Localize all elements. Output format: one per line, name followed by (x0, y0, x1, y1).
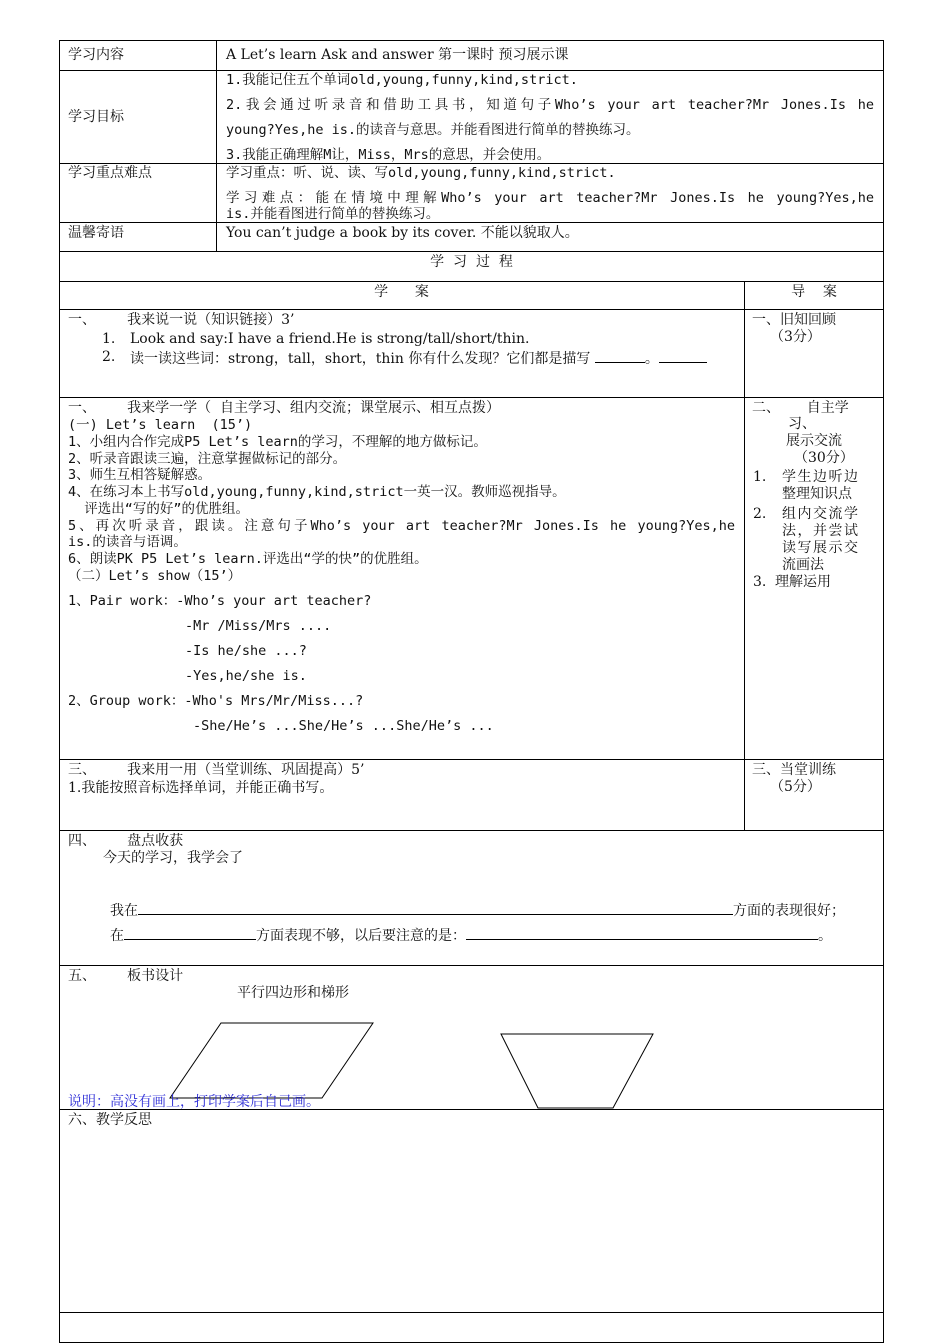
section2-line: 5、再次听录音，跟读。注意句子Who’s your art teacher?Mr Jones.Is he young?Yes,he (68, 518, 735, 534)
guide2-item-text: 整理知识点 (782, 486, 852, 502)
section4-line1: 今天的学习，我学会了 (103, 850, 243, 866)
goal-line-1: 1.我能记住五个单词old,young,funny,kind,strict. (226, 72, 578, 88)
section4-line2-end: 方面的表现很好； (733, 903, 845, 919)
section2-line: is.的读音与语调。 (68, 534, 187, 550)
tip-label: 温馨寄语 (68, 225, 124, 241)
guide2-item-num: 1. (753, 469, 767, 485)
pair-work-line-1: 1、Pair work：-Who’s your art teacher? (68, 593, 372, 609)
guide2-item-text: 理解运用 (775, 574, 831, 590)
section1-item1-num: 1. (102, 331, 116, 347)
section4-line3-start: 在 (110, 928, 124, 944)
section4-heading: 四、 盘点收获 (68, 833, 184, 849)
group-work-line-2: -She/He’s ...She/He’s ...She/He’s ... (193, 718, 494, 734)
section1-heading: 一、 我来说一说（知识链接）3’ (68, 312, 295, 328)
column-learning-plan: 学 案 (374, 284, 429, 300)
parallelogram-shape (170, 1023, 373, 1098)
section6-heading: 六、教学反思 (68, 1112, 152, 1128)
guide3-title: 三、当堂训练 (752, 762, 836, 778)
goal-label: 学习目标 (68, 109, 124, 125)
guide2-score: （30分） (794, 450, 854, 466)
goal-line-4: 3.我能正确理解M让，Miss，Mrs的意思，并会使用。 (226, 147, 551, 163)
section1-item2-text: 读一读这些词：strong，tall，short，thin 你有什么发现？它们都是描写 (130, 351, 591, 367)
section2-line: (一) Let’s learn (15’) (68, 417, 253, 433)
trapezoid-shape (501, 1034, 653, 1108)
section2-line: 2、听录音跟读三遍，注意掌握做标记的部分。 (68, 451, 347, 467)
key-label: 学习重点难点 (68, 165, 152, 181)
guide3-score: （5分） (770, 779, 821, 795)
pair-work-line-3: -Is he/she ...? (185, 643, 307, 659)
key-point-1: 学习重点：听、说、读、写old,young,funny,kind,strict. (226, 165, 616, 181)
key-point-2: 学习难点：能在情境中理解Who’s your art teacher?Mr Jones.Is he young?Yes,he (226, 190, 874, 206)
section3-heading: 三、 我来用一用（当堂训练、巩固提高）5’ (68, 762, 365, 778)
section3-line: 1.我能按照音标选择单词，并能正确书写。 (68, 780, 334, 796)
board-design-note: 说明：高没有画上，打印学案后自己画。 (68, 1094, 320, 1110)
section1-item2-num: 2. (102, 349, 116, 365)
group-work-line-1: 2、Group work：-Who's Mrs/Mr/Miss...? (68, 693, 364, 709)
guide2-item-text: 流画法 (782, 557, 824, 573)
guide1-title: 一、旧知回顾 (752, 312, 836, 328)
guide2-subtitle: 展示交流 (786, 433, 842, 449)
section2-line: （二）Let’s show（15’） (68, 568, 242, 584)
section4-line3-end: 。 (818, 928, 832, 944)
guide2-item-text: 学生边听边 (782, 469, 860, 485)
guide2-item-num: 3. (753, 574, 767, 590)
section2-heading: 一、 我来学一学（ 自主学习、组内交流；课堂展示、相互点拨） (68, 400, 501, 416)
section2-line: 4、在练习本上书写old,young,funny,kind,strict一英一汉。教师巡视指导。 (68, 484, 566, 500)
pair-work-line-2: -Mr /Miss/Mrs .... (185, 618, 332, 634)
section4-line2-start: 我在 (110, 903, 138, 919)
column-guide-plan: 导 案 (791, 284, 837, 300)
section2-line: 1、小组内合作完成P5 Let’s learn的学习，不理解的地方做标记。 (68, 434, 487, 450)
process-title: 学 习 过 程 (430, 254, 513, 270)
guide2-title: 二、 自主学 (752, 400, 849, 416)
key-point-3: is.并能看图进行简单的替换练习。 (226, 206, 440, 222)
section1-item2-end: 。 (644, 351, 659, 367)
guide2-item-num: 2. (753, 506, 767, 522)
section2-line: 6、朗读PK P5 Let’s learn.评选出“学的快”的优胜组。 (68, 551, 428, 567)
section2-line: 3、师生互相答疑解惑。 (68, 467, 212, 483)
guide2-item-text: 组内交流学 (782, 506, 860, 522)
guide2-item-text: 读写展示交 (782, 540, 860, 556)
section2-line: 评选出“写的好”的优胜组。 (68, 501, 250, 517)
content-label: 学习内容 (68, 47, 124, 63)
content-value: A Let’s learn Ask and answer 第一课时 预习展示课 (226, 47, 569, 63)
guide2-item-text: 法，并尝试 (782, 523, 860, 539)
goal-line-3: young?Yes,he is.的读音与意思。并能看图进行简单的替换练习。 (226, 122, 640, 138)
tip-value: You can’t judge a book by its cover. 不能以貌取人。 (226, 225, 579, 241)
section4-line3-mid: 方面表现不够，以后要注意的是： (256, 928, 466, 944)
guide2-title-cont: 习、 (788, 416, 816, 432)
section1-item1: Look and say:I have a friend.He is strong/tall/short/thin. (130, 331, 530, 347)
goal-line-2: 2.我会通过听录音和借助工具书，知道句子Who’s your art teacher?Mr Jones.Is he (226, 97, 874, 113)
pair-work-line-4: -Yes,he/she is. (185, 668, 307, 684)
section5-heading: 五、 板书设计 (68, 968, 184, 984)
guide1-score: （3分） (770, 329, 821, 345)
board-design-subtitle: 平行四边形和梯形 (237, 985, 349, 1001)
